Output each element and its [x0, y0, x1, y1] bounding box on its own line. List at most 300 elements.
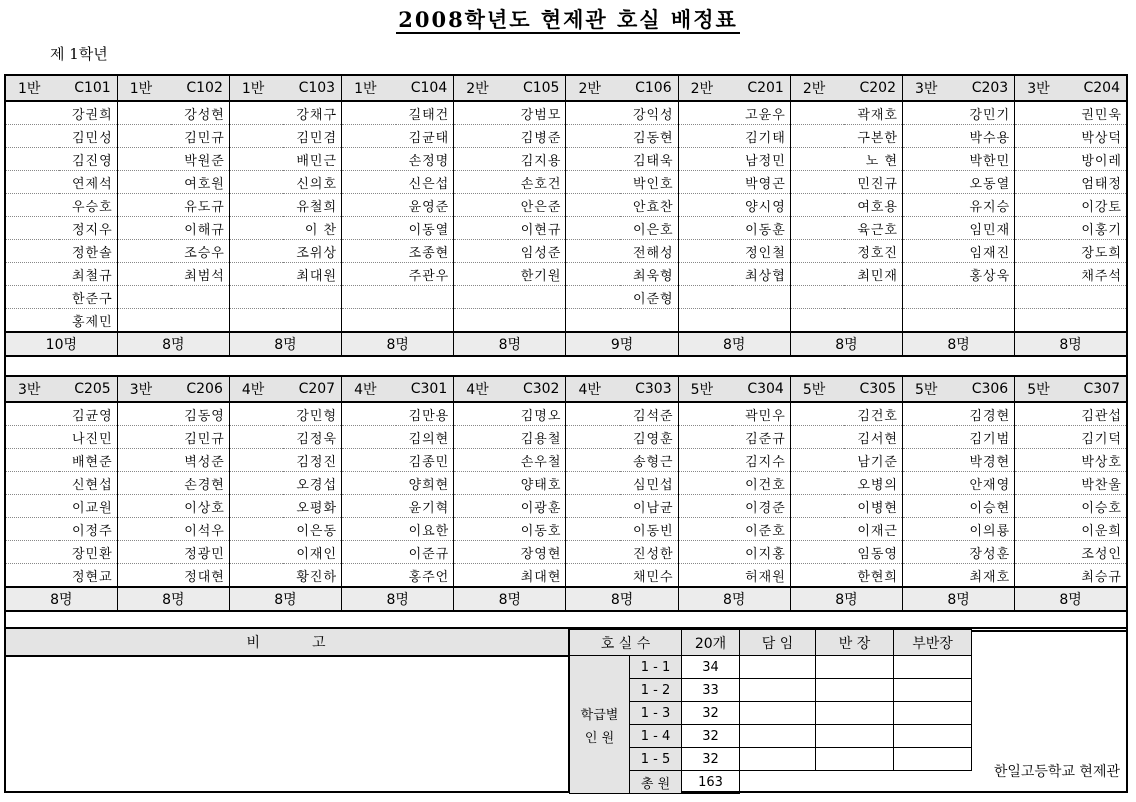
class-label: 1 - 5 [630, 748, 682, 771]
student-name: 김석준 [620, 402, 678, 426]
room-number: C104 [396, 75, 454, 101]
homeroom-cell [740, 679, 816, 702]
student-name: 이경준 [732, 495, 790, 518]
room-number: C202 [844, 75, 902, 101]
student-name: 이동호 [508, 518, 566, 541]
student-name: 이은동 [283, 518, 341, 541]
class-label: 1 - 1 [630, 656, 682, 679]
student-name: 정현교 [59, 564, 117, 588]
room-number: C301 [396, 376, 454, 402]
student-name: 유철희 [283, 194, 341, 217]
room-table-bottom [4, 375, 1128, 632]
blank-cell [454, 402, 508, 426]
remarks-body [6, 657, 569, 793]
class-count-value: 32 [682, 748, 740, 771]
student-name: 박상호 [1069, 449, 1127, 472]
class-label: 4반 [566, 376, 620, 402]
blank-cell [903, 449, 957, 472]
class-label: 3반 [117, 376, 171, 402]
student-name: 장영현 [508, 541, 566, 564]
blank-cell [790, 194, 844, 217]
total-label: 총 원 [630, 771, 682, 794]
blank-cell [1015, 564, 1069, 588]
student-name: 신의호 [283, 171, 341, 194]
room-number: C101 [59, 75, 117, 101]
student-name: 이건호 [732, 472, 790, 495]
blank-cell [229, 194, 283, 217]
blank-cell [678, 426, 732, 449]
student-name: 이 찬 [283, 217, 341, 240]
room-count: 8명 [117, 332, 229, 356]
blank-cell [678, 125, 732, 148]
remarks-label-b: 고 [312, 635, 328, 651]
blank-cell [117, 472, 171, 495]
class-leader-cell [816, 748, 894, 771]
blank-cell [342, 286, 396, 309]
blank-cell [117, 286, 171, 309]
student-name [844, 286, 902, 309]
blank-cell [566, 148, 620, 171]
blank-cell [229, 518, 283, 541]
blank-cell [229, 286, 283, 309]
blank-cell [1015, 518, 1069, 541]
blank-cell [117, 426, 171, 449]
student-name: 이병현 [844, 495, 902, 518]
table-row [5, 564, 1127, 588]
student-name: 여호원 [171, 171, 229, 194]
blank-cell [5, 449, 59, 472]
student-name: 김기범 [957, 426, 1015, 449]
student-name: 오병의 [844, 472, 902, 495]
table-row [5, 518, 1127, 541]
blank-cell [790, 402, 844, 426]
blank-cell [903, 125, 957, 148]
student-name: 연제석 [59, 171, 117, 194]
blank-cell [342, 518, 396, 541]
blank-cell [342, 564, 396, 588]
blank-cell [566, 286, 620, 309]
student-name: 노 현 [844, 148, 902, 171]
blank-cell [342, 125, 396, 148]
class-count-row [570, 656, 972, 679]
room-count: 8명 [790, 587, 902, 611]
table-row [5, 309, 1127, 333]
student-name [732, 309, 790, 333]
student-name: 손우철 [508, 449, 566, 472]
student-name: 김서현 [844, 426, 902, 449]
blank-cell [1015, 309, 1069, 333]
blank-cell [342, 495, 396, 518]
blank-cell [1015, 263, 1069, 286]
student-name: 한기원 [508, 263, 566, 286]
room-number: C306 [957, 376, 1015, 402]
student-name [957, 286, 1015, 309]
col-vice-leader: 부반장 [894, 630, 972, 656]
class-label: 2반 [678, 75, 732, 101]
class-count-row [570, 679, 972, 702]
room-header-row [5, 75, 1127, 101]
blank-cell [1015, 125, 1069, 148]
class-leader-cell [816, 702, 894, 725]
blank-cell [790, 240, 844, 263]
blank-cell [903, 194, 957, 217]
blank-cell [678, 286, 732, 309]
student-name: 김태욱 [620, 148, 678, 171]
student-name [396, 286, 454, 309]
student-name: 강성현 [171, 101, 229, 125]
blank-cell [903, 101, 957, 125]
blank-cell [117, 541, 171, 564]
blank-cell [790, 263, 844, 286]
blank-cell [454, 541, 508, 564]
student-name: 강권희 [59, 101, 117, 125]
room-count: 8명 [1015, 587, 1127, 611]
table-row [5, 171, 1127, 194]
student-name: 이상호 [171, 495, 229, 518]
vice-leader-cell [894, 656, 972, 679]
blank-cell [117, 125, 171, 148]
blank-cell [342, 240, 396, 263]
student-name: 윤영준 [396, 194, 454, 217]
student-name: 강범모 [508, 101, 566, 125]
blank-cell [903, 518, 957, 541]
blank-cell [229, 217, 283, 240]
student-name: 최상협 [732, 263, 790, 286]
blank-cell [229, 449, 283, 472]
blank-cell [454, 125, 508, 148]
class-label: 2반 [566, 75, 620, 101]
student-name: 채주석 [1069, 263, 1127, 286]
student-name: 안은준 [508, 194, 566, 217]
blank-cell [342, 309, 396, 333]
student-name: 김기태 [732, 125, 790, 148]
student-name: 이해규 [171, 217, 229, 240]
student-name: 정대현 [171, 564, 229, 588]
blank-cell [229, 472, 283, 495]
class-leader-cell [816, 679, 894, 702]
student-name: 박원준 [171, 148, 229, 171]
student-name: 나진민 [59, 426, 117, 449]
blank-cell [454, 449, 508, 472]
blank-cell [229, 171, 283, 194]
student-name: 이홍기 [1069, 217, 1127, 240]
class-leader-cell [816, 656, 894, 679]
student-name: 허재원 [732, 564, 790, 588]
remarks-label-a: 비 [246, 635, 262, 651]
student-name: 황진하 [283, 564, 341, 588]
student-name: 정한솔 [59, 240, 117, 263]
blank-cell [5, 101, 59, 125]
room-number: C203 [957, 75, 1015, 101]
student-name: 이준호 [732, 518, 790, 541]
student-name: 장성훈 [957, 541, 1015, 564]
room-count: 8명 [342, 332, 454, 356]
class-label: 2반 [454, 75, 508, 101]
student-name [620, 309, 678, 333]
room-count: 8명 [5, 587, 117, 611]
student-name [732, 286, 790, 309]
class-label: 1반 [5, 75, 59, 101]
student-name: 김정진 [283, 449, 341, 472]
student-name [508, 309, 566, 333]
student-name: 유도규 [171, 194, 229, 217]
blank-cell [678, 518, 732, 541]
student-name: 이동빈 [620, 518, 678, 541]
class-count-row [570, 702, 972, 725]
blank-cell [790, 101, 844, 125]
student-name: 이준형 [620, 286, 678, 309]
blank-cell [790, 286, 844, 309]
student-name: 김만용 [396, 402, 454, 426]
blank-cell [566, 171, 620, 194]
table-row [5, 194, 1127, 217]
student-name: 김명오 [508, 402, 566, 426]
blank-cell [566, 125, 620, 148]
blank-cell [1015, 194, 1069, 217]
class-label: 5반 [903, 376, 957, 402]
student-name: 이남균 [620, 495, 678, 518]
room-number: C302 [508, 376, 566, 402]
student-name: 박상덕 [1069, 125, 1127, 148]
blank-cell [1015, 240, 1069, 263]
student-name: 한현희 [844, 564, 902, 588]
blank-cell [229, 240, 283, 263]
student-name: 조승우 [171, 240, 229, 263]
blank-cell [566, 426, 620, 449]
blank-cell [117, 263, 171, 286]
class-count-row [570, 748, 972, 771]
blank-cell [790, 541, 844, 564]
room-count: 8명 [1015, 332, 1127, 356]
student-name: 최욱형 [620, 263, 678, 286]
room-count: 8명 [790, 332, 902, 356]
student-name: 송형근 [620, 449, 678, 472]
blank-cell [790, 449, 844, 472]
student-name: 이교원 [59, 495, 117, 518]
blank-cell [678, 541, 732, 564]
student-name: 김지수 [732, 449, 790, 472]
homeroom-cell [740, 702, 816, 725]
student-name: 방이레 [1069, 148, 1127, 171]
blank-cell [5, 240, 59, 263]
student-name: 손경현 [171, 472, 229, 495]
student-name: 이준규 [396, 541, 454, 564]
student-name [1069, 286, 1127, 309]
student-name: 김관섭 [1069, 402, 1127, 426]
student-name: 정광민 [171, 541, 229, 564]
class-label: 5반 [678, 376, 732, 402]
student-name: 김진영 [59, 148, 117, 171]
blank-cell [566, 101, 620, 125]
room-count: 8명 [117, 587, 229, 611]
blank-cell [1015, 541, 1069, 564]
room-number: C102 [171, 75, 229, 101]
blank-cell [678, 309, 732, 333]
student-name: 이정주 [59, 518, 117, 541]
room-number: C105 [508, 75, 566, 101]
blank-cell [903, 263, 957, 286]
student-name: 최민재 [844, 263, 902, 286]
blank-cell [342, 194, 396, 217]
student-name: 김균영 [59, 402, 117, 426]
student-name: 강채구 [283, 101, 341, 125]
blank-cell [117, 171, 171, 194]
table-row [5, 472, 1127, 495]
group-label-b: 인 원 [584, 730, 615, 746]
student-name: 곽민우 [732, 402, 790, 426]
blank-cell [5, 125, 59, 148]
room-number: C305 [844, 376, 902, 402]
room-number: C106 [620, 75, 678, 101]
table-row [5, 286, 1127, 309]
student-name: 주관우 [396, 263, 454, 286]
blank-cell [566, 518, 620, 541]
student-name: 임민재 [957, 217, 1015, 240]
room-count: 9명 [566, 332, 678, 356]
room-count: 8명 [229, 332, 341, 356]
blank-cell [229, 495, 283, 518]
blank-cell [5, 194, 59, 217]
table-row [5, 101, 1127, 125]
student-name: 한준구 [59, 286, 117, 309]
student-name: 오경섭 [283, 472, 341, 495]
blank-cell [790, 217, 844, 240]
student-name: 엄태정 [1069, 171, 1127, 194]
student-name: 안재영 [957, 472, 1015, 495]
student-name: 박수용 [957, 125, 1015, 148]
blank-cell [903, 541, 957, 564]
blank-cell [342, 263, 396, 286]
blank-cell [678, 263, 732, 286]
student-name: 이동훈 [732, 217, 790, 240]
blank-cell [566, 449, 620, 472]
blank-cell [678, 495, 732, 518]
student-name: 장민환 [59, 541, 117, 564]
stats-table [569, 629, 972, 794]
blank-cell [1015, 426, 1069, 449]
student-name: 정인철 [732, 240, 790, 263]
blank-cell [566, 402, 620, 426]
room-count: 8명 [454, 332, 566, 356]
blank-cell [454, 240, 508, 263]
class-count-value: 33 [682, 679, 740, 702]
blank-cell [117, 240, 171, 263]
blank-cell [5, 263, 59, 286]
class-label: 1 - 2 [630, 679, 682, 702]
blank-cell [903, 217, 957, 240]
blank-cell [790, 148, 844, 171]
student-name [957, 309, 1015, 333]
student-name: 박찬울 [1069, 472, 1127, 495]
student-name: 배현준 [59, 449, 117, 472]
blank-cell [342, 541, 396, 564]
student-name: 김종민 [396, 449, 454, 472]
blank-cell [5, 541, 59, 564]
student-name: 조위상 [283, 240, 341, 263]
blank-cell [566, 194, 620, 217]
student-name: 이석우 [171, 518, 229, 541]
title-text: 2008학년도 현제관 호실 배정표 [398, 7, 738, 32]
student-name: 강민형 [283, 402, 341, 426]
student-name: 구본한 [844, 125, 902, 148]
student-name: 이재인 [283, 541, 341, 564]
blank-cell [342, 426, 396, 449]
blank-cell [1015, 171, 1069, 194]
student-name: 임동영 [844, 541, 902, 564]
student-name: 김민겸 [283, 125, 341, 148]
blank-cell [790, 426, 844, 449]
student-name: 조종현 [396, 240, 454, 263]
room-number: C304 [732, 376, 790, 402]
blank-cell [454, 426, 508, 449]
room-count: 8명 [903, 587, 1015, 611]
student-name: 이은호 [620, 217, 678, 240]
blank-cell [5, 309, 59, 333]
student-name: 이요한 [396, 518, 454, 541]
student-name: 홍제민 [59, 309, 117, 333]
blank-cell [903, 148, 957, 171]
room-number: C207 [283, 376, 341, 402]
student-name: 정호진 [844, 240, 902, 263]
blank-cell [903, 309, 957, 333]
blank-cell [566, 263, 620, 286]
student-name [171, 309, 229, 333]
vice-leader-cell [894, 679, 972, 702]
count-row [5, 587, 1127, 611]
student-name [283, 309, 341, 333]
blank-cell [1015, 495, 1069, 518]
student-name: 김민규 [171, 125, 229, 148]
blank-cell [229, 402, 283, 426]
student-name [1069, 309, 1127, 333]
blank-cell [117, 402, 171, 426]
student-name: 장도희 [1069, 240, 1127, 263]
blank-cell [342, 217, 396, 240]
blank-cell [5, 148, 59, 171]
student-name: 신은섭 [396, 171, 454, 194]
blank-cell [678, 217, 732, 240]
room-number: C103 [283, 75, 341, 101]
blank-cell [790, 309, 844, 333]
student-name [396, 309, 454, 333]
grade-label: 제 1학년 [50, 45, 108, 63]
blank-cell [229, 148, 283, 171]
student-name: 손호건 [508, 171, 566, 194]
blank-cell [117, 495, 171, 518]
table-row [5, 541, 1127, 564]
class-count-row [570, 725, 972, 748]
room-table-top [4, 74, 1128, 377]
room-count: 8명 [678, 332, 790, 356]
student-name: 양시영 [732, 194, 790, 217]
student-name: 정지우 [59, 217, 117, 240]
blank-cell [5, 564, 59, 588]
blank-cell [117, 148, 171, 171]
school-name: 한일고등학교 현제관 [993, 764, 1120, 780]
student-name: 채민수 [620, 564, 678, 588]
room-number: C204 [1069, 75, 1127, 101]
class-count-value: 34 [682, 656, 740, 679]
blank-cell [5, 217, 59, 240]
blank-cell [1015, 449, 1069, 472]
class-count-value: 32 [682, 725, 740, 748]
student-name: 양태호 [508, 472, 566, 495]
student-name: 손정명 [396, 148, 454, 171]
blank-cell [454, 194, 508, 217]
room-count: 8명 [342, 587, 454, 611]
student-name: 육근호 [844, 217, 902, 240]
student-name: 최대원 [283, 263, 341, 286]
